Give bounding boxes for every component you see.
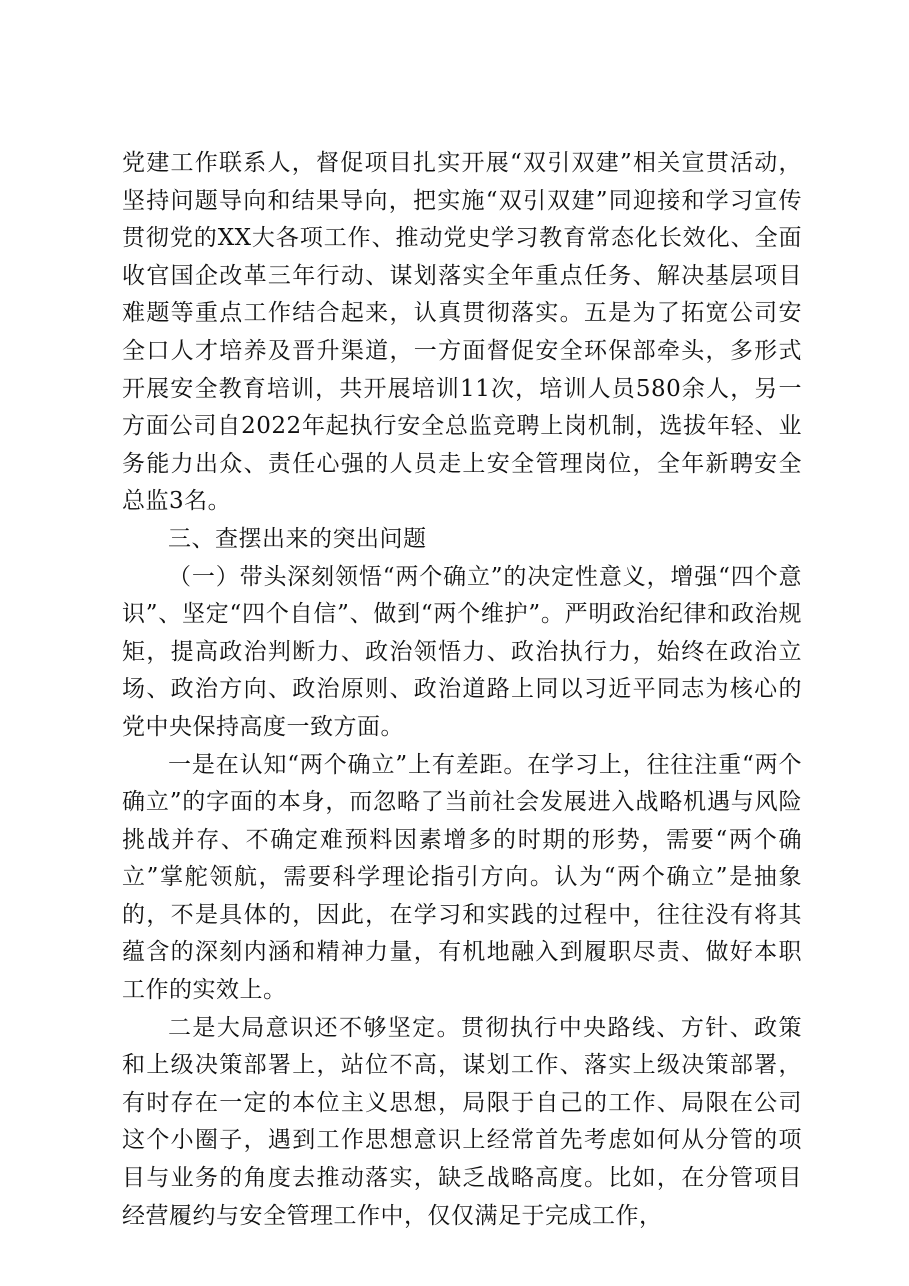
document-body — [122, 145, 802, 1235]
subsection-heading: （一）带头深刻领悟“两个确立”的决定性意义，增强“四个意识”、坚定“四个自信”、做到“两个维护”。严明政治纪律和政治规矩，提高政治判断力、政治领悟力、政治执行力，始终在政治立场、政治方向、政治原则、政治道路上同以习近平同志为核心的党中央保持高度一致方面。 — [122, 563, 802, 740]
section-heading: 三、查摆出来的突出问题 — [168, 525, 427, 552]
paragraph-point-one: 一是在认知“两个确立”上有差距。在学习上，往往注重“两个确立”的字面的本身，而忽略了当前社会发展进入战略机遇与风险挑战并存、不确定难预料因素增多的时期的形势，需要“两个确立”掌舵领航，需要科学理论指引方向。认为“两个确立”是抽象的，不是具体的，因此，在学习和实践的过程中，往往没有将其蕴含的深刻内涵和精神力量，有机地融入到履职尽责、做好本职工作的实效上。 — [122, 751, 802, 1004]
paragraph-point-two: 二是大局意识还不够坚定。贯彻执行中央路线、方针、政策和上级决策部署上，站位不高，谋划工作、落实上级决策部署，有时存在一定的本位主义思想，局限于自己的工作、局限在公司这个小圈子，遇到工作思想意识上经常首先考虑如何从分管的项目与业务的角度去推动落实，缺乏战略高度。比如，在分管项目经营履约与安全管理工作中，仅仅满足于完成工作， — [122, 1014, 802, 1229]
paragraph-continuation: 党建工作联系人，督促项目扎实开展“双引双建”相关宣贯活动，坚持问题导向和结果导向，把实施“双引双建”同迎接和学习宣传贯彻党的XX大各项工作、推动党史学习教育常态化长效化、全面收官国企改革三年行动、谋划落实全年重点任务、解决基层项目难题等重点工作结合起来，认真贯彻落实。五是为了拓宽公司安全口人才培养及晋升渠道，一方面督促安全环保部牵头，多形式开展安全教育培训，共开展培训11次，培训人员580余人，另一方面公司自2022年起执行安全总监竞聘上岗机制，选拔年轻、业务能力出众、责任心强的人员走上安全管理岗位，全年新聘安全总监3名。 — [122, 150, 802, 515]
